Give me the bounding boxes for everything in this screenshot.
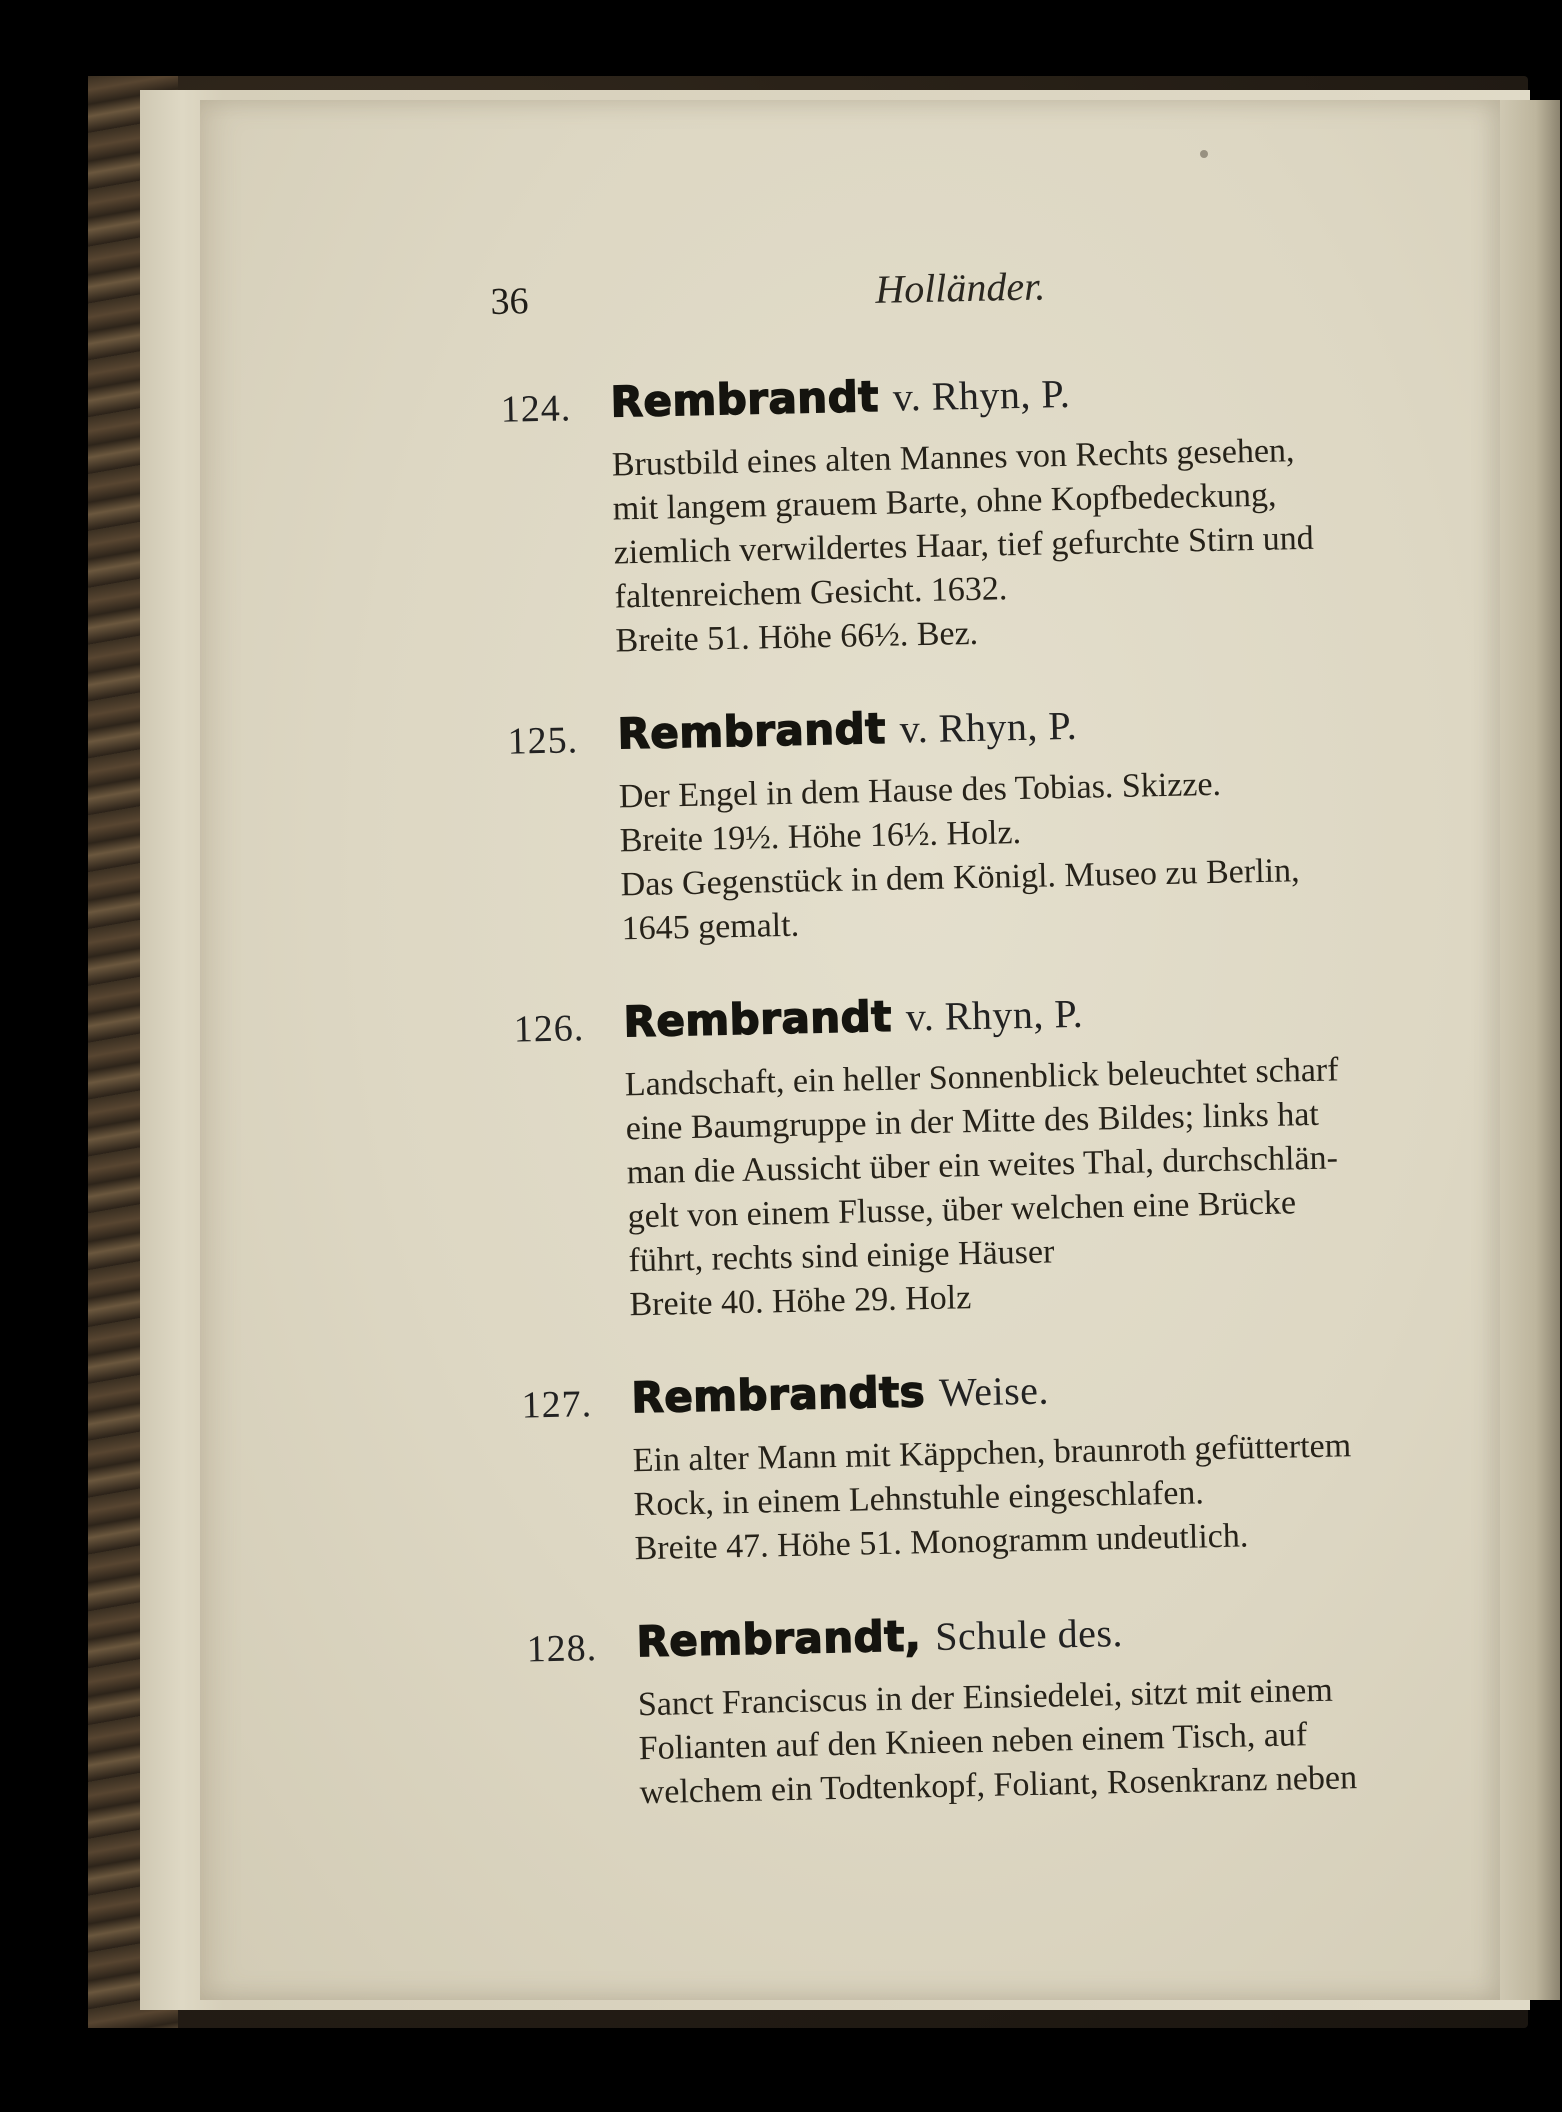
description-line: 1645 gemalt. bbox=[621, 906, 800, 948]
entry-artist bbox=[631, 1365, 1049, 1423]
description-line: Breite 19½. Höhe 16½. Holz. bbox=[619, 814, 1022, 860]
description-line: führt, rechts sind einige Häuser bbox=[628, 1233, 1055, 1280]
description-line: Folianten auf den Knieen neben einem Tisch, auf bbox=[638, 1716, 1308, 1768]
description-line: Breite 40. Höhe 29. Holz bbox=[629, 1279, 972, 1324]
description-line: Ein alter Mann mit Käppchen, braunroth gefüttertem bbox=[632, 1427, 1352, 1480]
entry-heading bbox=[499, 685, 1500, 772]
paper-speck bbox=[1200, 150, 1208, 158]
description-line: gelt von einem Flusse, über welchen eine Brücke bbox=[627, 1184, 1297, 1236]
entry-artist bbox=[623, 988, 1084, 1047]
entry-description bbox=[506, 1045, 1511, 1330]
description-line: Breite 51. Höhe 66½. Bez. bbox=[615, 614, 979, 660]
artist-name: Rembrandt, bbox=[636, 1611, 922, 1667]
artist-suffix: Schule des. bbox=[934, 1610, 1124, 1659]
description-line: welchem ein Todtenkopf, Foliant, Rosenkranz neben bbox=[639, 1759, 1358, 1812]
description-line: eine Baumgruppe in der Mitte des Bildes; links hat bbox=[625, 1095, 1320, 1148]
catalog-entry bbox=[505, 973, 1512, 1330]
running-head: Holländer. bbox=[874, 263, 1046, 312]
description-line: Der Engel in dem Hause des Tobias. Skizze. bbox=[618, 765, 1222, 816]
entry-artist bbox=[617, 700, 1078, 759]
entry-description bbox=[514, 1421, 1517, 1574]
description-line: Brustbild eines alten Mannes von Rechts gesehen, bbox=[611, 432, 1295, 484]
entry-heading bbox=[513, 1349, 1514, 1436]
description-line: mit langem grauem Barte, ohne Kopfbedeckung, bbox=[612, 476, 1277, 528]
description-line: Das Gegenstück in dem Königl. Museo zu Berlin, bbox=[620, 852, 1300, 904]
description-line: Breite 47. Höhe 51. Monogramm undeutlich. bbox=[634, 1517, 1249, 1568]
description-line: man die Aussicht über ein weites Thal, durchschlän- bbox=[626, 1139, 1339, 1192]
entry-artist bbox=[610, 368, 1071, 427]
catalog-entry bbox=[492, 353, 1498, 666]
catalog-entry bbox=[513, 1349, 1517, 1574]
artist-suffix: v. Rhyn, P. bbox=[892, 370, 1071, 420]
artist-name: Rembrandt bbox=[610, 371, 880, 427]
page-content bbox=[490, 259, 1523, 1858]
entry-description bbox=[500, 757, 1503, 954]
description-line: faltenreichem Gesicht. 1632. bbox=[614, 570, 1008, 616]
entry-number: 127. bbox=[521, 1383, 593, 1427]
artist-name: Rembrandt bbox=[617, 703, 887, 759]
entry-heading bbox=[505, 973, 1506, 1060]
entry-artist bbox=[636, 1607, 1123, 1666]
entry-heading bbox=[518, 1593, 1519, 1680]
artist-suffix: Weise. bbox=[938, 1367, 1050, 1415]
entry-number: 128. bbox=[526, 1627, 598, 1671]
catalog-entry bbox=[499, 685, 1504, 954]
entry-description bbox=[493, 425, 1497, 666]
artist-name: Rembrandts bbox=[630, 1367, 926, 1423]
entry-heading bbox=[492, 353, 1493, 440]
catalog-entry bbox=[518, 1593, 1522, 1818]
description-line: ziemlich verwildertes Haar, tief gefurchte Stirn und bbox=[613, 519, 1315, 572]
description-line: Landschaft, ein heller Sonnenblick beleuchtet scharf bbox=[624, 1051, 1339, 1104]
description-line: Sanct Franciscus in der Einsiedelei, sitzt mit einem bbox=[637, 1671, 1334, 1724]
entry-description bbox=[519, 1665, 1522, 1818]
artist-name: Rembrandt bbox=[623, 991, 893, 1047]
artist-suffix: v. Rhyn, P. bbox=[899, 702, 1078, 752]
artist-suffix: v. Rhyn, P. bbox=[905, 990, 1084, 1040]
entry-number: 124. bbox=[500, 387, 572, 431]
description-line: Rock, in einem Lehnstuhle eingeschlafen. bbox=[633, 1474, 1205, 1524]
entry-number: 126. bbox=[513, 1007, 585, 1051]
entry-number: 125. bbox=[507, 719, 579, 763]
page-number: 36 bbox=[490, 280, 529, 323]
